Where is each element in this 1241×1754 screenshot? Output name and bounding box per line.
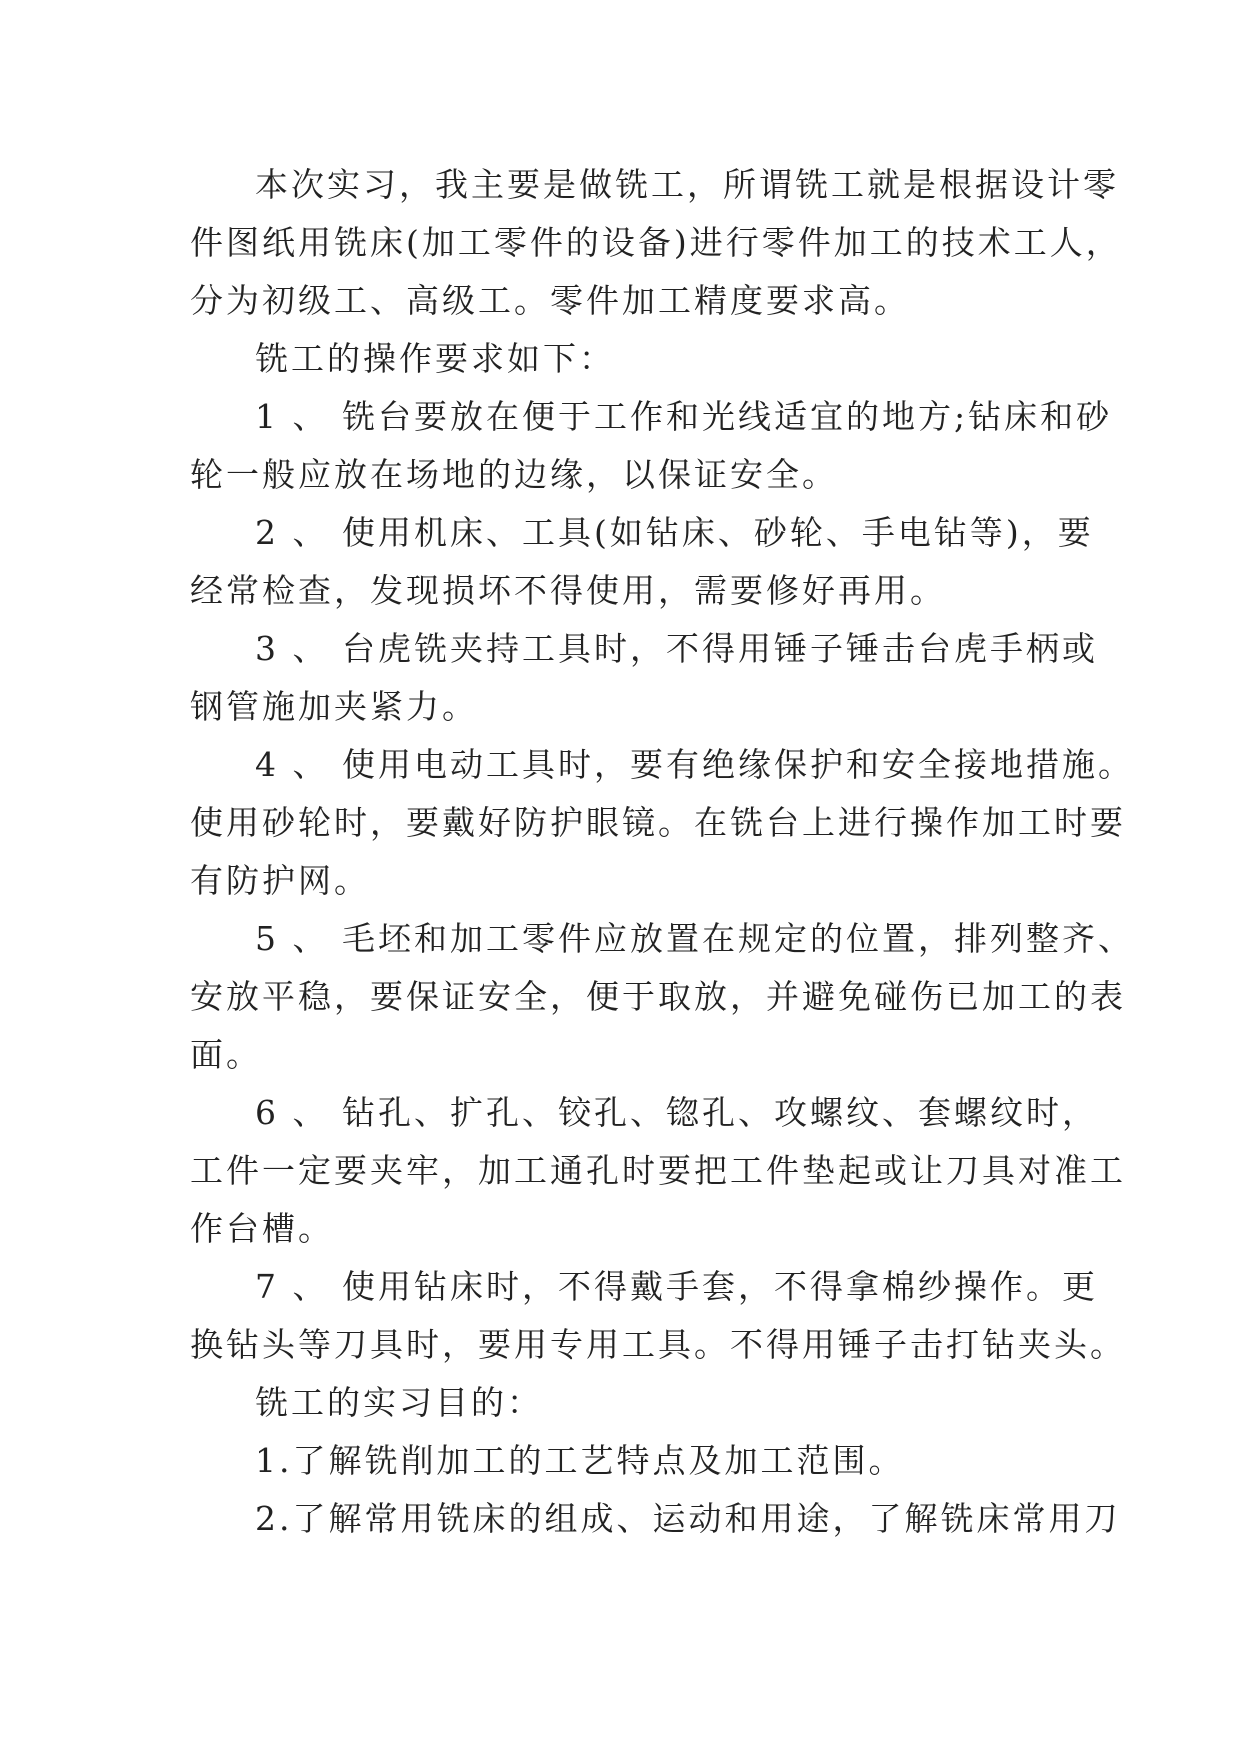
section-heading: 铣工的实习目的： <box>255 1383 543 1422</box>
list-item-line: 钢管施加夹紧力。 <box>190 687 478 726</box>
list-item-line: 轮一般应放在场地的边缘，以保证安全。 <box>190 455 838 494</box>
list-item-line: 6 、 钻孔、扩孔、铰孔、锪孔、攻螺纹、套螺纹时， <box>255 1093 1098 1132</box>
list-item-line: 2 、 使用机床、工具(如钻床、砂轮、手电钻等)，要 <box>255 513 1094 552</box>
list-item-line: 4 、 使用电动工具时，要有绝缘保护和安全接地措施。 <box>255 745 1134 784</box>
section-heading: 铣工的操作要求如下： <box>255 339 615 378</box>
list-item-line: 1 、 铣台要放在便于工作和光线适宜的地方;钻床和砂 <box>255 397 1113 436</box>
paragraph-line: 件图纸用铣床(加工零件的设备)进行零件加工的技术工人， <box>190 223 1122 262</box>
list-item-line: 换钻头等刀具时，要用专用工具。不得用锤子击打钻夹头。 <box>190 1325 1126 1364</box>
list-item-line: 有防护网。 <box>190 861 370 900</box>
list-item-line: 3 、 台虎铣夹持工具时，不得用锤子锤击台虎手柄或 <box>255 629 1098 668</box>
list-item-line: 使用砂轮时，要戴好防护眼镜。在铣台上进行操作加工时要 <box>190 803 1126 842</box>
list-item-line: 2.了解常用铣床的组成、运动和用途，了解铣床常用刀 <box>255 1499 1121 1538</box>
list-item-line: 经常检查，发现损坏不得使用，需要修好再用。 <box>190 571 946 610</box>
paragraph-line: 本次实习，我主要是做铣工，所谓铣工就是根据设计零 <box>255 165 1119 204</box>
list-item-line: 5 、 毛坯和加工零件应放置在规定的位置，排列整齐、 <box>255 919 1134 958</box>
list-item-line: 1.了解铣削加工的工艺特点及加工范围。 <box>255 1441 905 1480</box>
list-item-line: 7 、 使用钻床时，不得戴手套，不得拿棉纱操作。更 <box>255 1267 1098 1306</box>
list-item-line: 安放平稳，要保证安全，便于取放，并避免碰伤已加工的表 <box>190 977 1126 1016</box>
list-item-line: 作台槽。 <box>190 1209 334 1248</box>
list-item-line: 面。 <box>190 1035 262 1074</box>
paragraph-line: 分为初级工、高级工。零件加工精度要求高。 <box>190 281 910 320</box>
list-item-line: 工件一定要夹牢，加工通孔时要把工件垫起或让刀具对准工 <box>190 1151 1126 1190</box>
